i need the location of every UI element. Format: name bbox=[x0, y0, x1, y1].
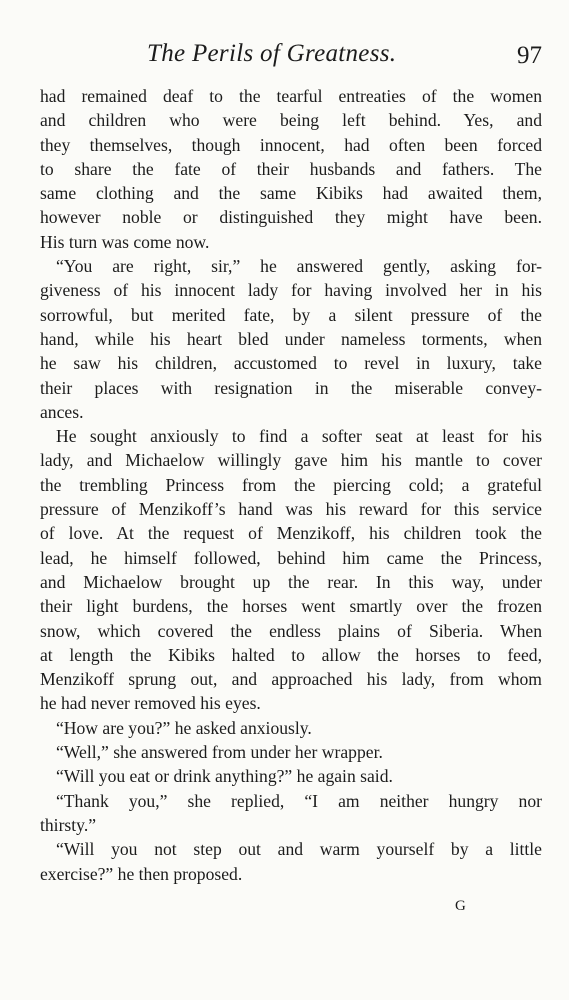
text-line: hand, while his heart bled under nameless torments, when bbox=[40, 328, 542, 349]
text-line: “Thank you,” she replied, “I am neither hungry nor bbox=[56, 790, 542, 811]
text-line: he saw his children, accustomed to revel in luxury, take bbox=[40, 353, 542, 374]
text-line: and children who were being left behind. Yes, and bbox=[40, 110, 542, 131]
text-line: sorrowful, but merited fate, by a silent pressure of the bbox=[40, 304, 542, 325]
text-line: their light burdens, the horses went smartly over the frozen bbox=[40, 596, 542, 617]
text-line: at length the Kibiks halted to allow the horses to feed, bbox=[40, 644, 542, 665]
text-line: He sought anxiously to find a softer seat at least for his bbox=[56, 426, 542, 447]
text-line: snow, which covered the endless plains of Siberia. When bbox=[40, 620, 542, 641]
text-line: thirsty.” bbox=[40, 814, 97, 835]
text-line: of love. At the request of Menzikoff, his children took the bbox=[40, 523, 542, 544]
text-line: however noble or distinguished they might have been. bbox=[40, 207, 542, 228]
page-number: 97 bbox=[517, 42, 542, 69]
text-line: “Well,” she answered from under her wrapper. bbox=[56, 742, 383, 763]
signature-mark: G bbox=[455, 898, 466, 914]
text-line: he had never removed his eyes. bbox=[40, 693, 261, 714]
text-line: “Will you not step out and warm yourself by a little bbox=[56, 839, 542, 860]
text-line: to share the fate of their husbands and fathers. The bbox=[40, 158, 542, 179]
text-line: “Will you eat or drink anything?” he again said. bbox=[56, 766, 393, 787]
text-line: the trembling Princess from the piercing cold; a grateful bbox=[40, 474, 542, 495]
text-line: “How are you?” he asked anxiously. bbox=[56, 717, 312, 738]
text-line: same clothing and the same Kibiks had awaited them, bbox=[40, 183, 542, 204]
text-line: had remained deaf to the tearful entreaties of the women bbox=[40, 86, 542, 106]
text-line: pressure of Menzikoff’s hand was his reward for this service bbox=[40, 499, 542, 520]
body-text bbox=[40, 84, 542, 886]
running-title: The Perils of Greatness. bbox=[147, 40, 397, 67]
page-header bbox=[40, 38, 542, 78]
text-line: His turn was come now. bbox=[40, 231, 210, 252]
text-line: giveness of his innocent lady for having involved her in his bbox=[40, 280, 542, 301]
text-line: they themselves, though innocent, had often been forced bbox=[40, 134, 542, 155]
text-line: exercise?” he then proposed. bbox=[40, 863, 243, 884]
text-line: ances. bbox=[40, 401, 84, 422]
text-line: “You are right, sir,” he answered gently, asking for- bbox=[56, 256, 542, 277]
text-line: and Michaelow brought up the rear. In this way, under bbox=[40, 571, 542, 592]
text-line: lead, he himself followed, behind him came the Princess, bbox=[40, 547, 542, 568]
text-line: their places with resignation in the miserable convey- bbox=[40, 377, 542, 398]
text-line: lady, and Michaelow willingly gave him his mantle to cover bbox=[40, 450, 542, 471]
text-line: Menzikoff sprung out, and approached his lady, from whom bbox=[40, 669, 542, 690]
